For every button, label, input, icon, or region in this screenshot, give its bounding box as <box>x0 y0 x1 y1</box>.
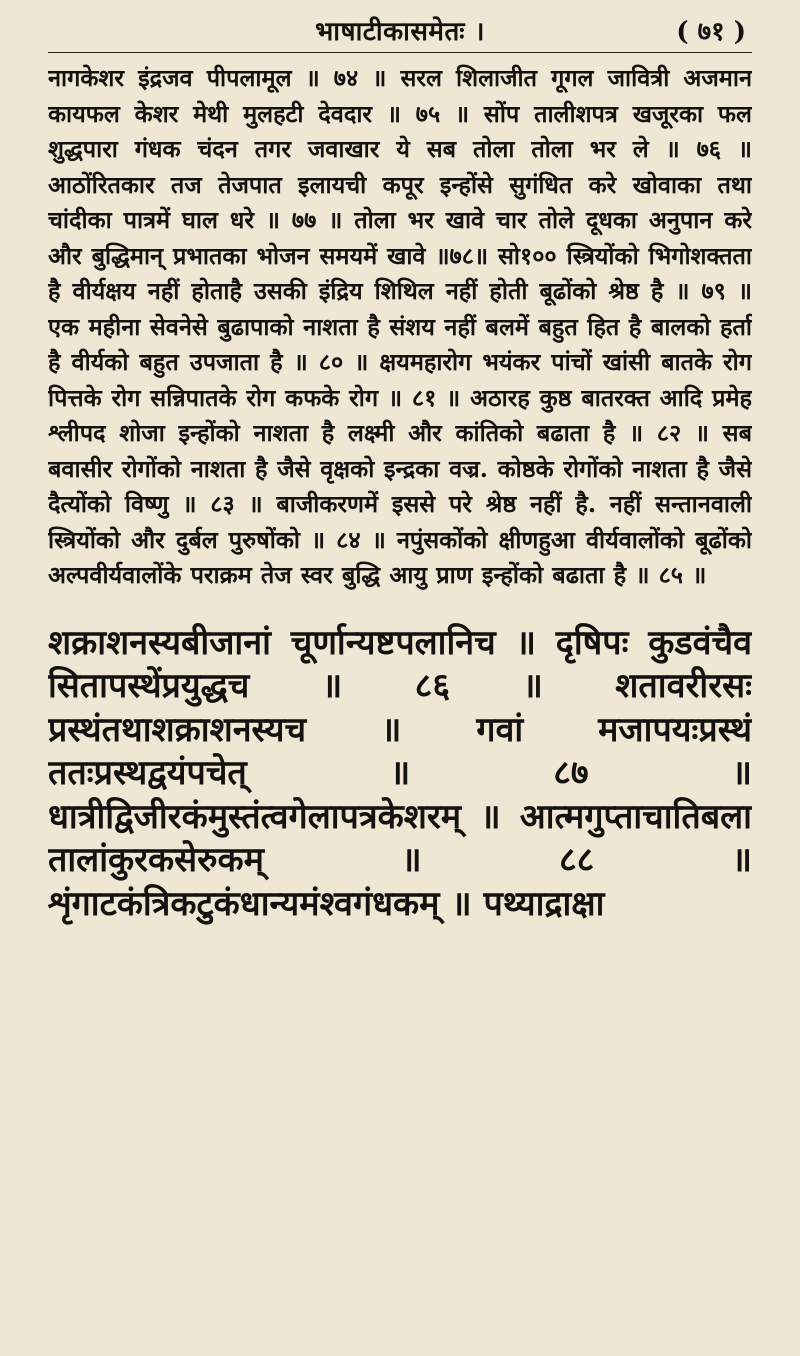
sanskrit-verses: शक्राशनस्यबीजानां चूर्णान्यष्टपलानिच ॥ दृषिपः कुडवंचैव सितापस्थेंप्रयुद्धच ॥ ८६ ॥ शतावरीरसः प्रस्थंतथाशक्राशनस्यच ॥ गवां मजापयःप्रस्थं ततःप्रस्थद्वयंपचेत् ॥ ८७ ॥ धात्रीद्विजीरकंमुस्तंत्वगेलापत्रकेशरम् ॥ आत्मगुप्ताचातिबला तालांकुरकसेरुकम् ॥ ८८ ॥ शृंगाटकंत्रिकटुकंधान्यमंश्वगंधकम् ॥ पथ्याद्राक्षा <box>48 622 752 924</box>
running-title: भाषाटीकासमेतः । <box>315 17 485 47</box>
page-number: ( ७१ ) <box>676 17 746 47</box>
page-header <box>48 10 752 53</box>
commentary-paragraph: नागकेशर इंद्रजव पीपलामूल ॥ ७४ ॥ सरल शिलाजीत गूगल जावित्री अजमान कायफल केशर मेथी मुलहटी देवदार ॥ ७५ ॥ सोंप तालीशपत्र खजूरका फल शुद्धपारा गंधक चंदन तगर जवाखार ये सब तोला तोला भर ले ॥ ७६ ॥ आठोंरितकार तज तेजपात इलायची कपूर इन्होंसे सुगंधित करे खोवाका तथा चांदीका पात्रमें घाल धरे ॥ ७७ ॥ तोला भर खावे चार तोले दूधका अनुपान करे और बुद्धिमान् प्रभातका भोजन समयमें खावे ॥७८॥ सो१०० स्त्रियोंको भिगोशक्तता है वीर्यक्षय नहीं होताहै उसकी इंद्रिय शिथिल नहीं होती बूढोंको श्रेष्ठ है ॥ ७९ ॥ एक महीना सेवनेसे बुढापाको नाशता है संशय नहीं बलमें बहुत हित है बालको हर्ता है वीर्यको बहुत उपजाता है ॥ ८० ॥ क्षयमहारोग भयंकर पांचों खांसी बातके रोग पित्तके रोग सन्निपातके रोग कफके रोग ॥ ८१ ॥ अठारह कुष्ठ बातरक्त आदि प्रमेह श्लीपद शोजा इन्होंको नाशता है लक्ष्मी और कांतिको बढाता है ॥ ८२ ॥ सब बवासीर रोगोंको नाशता है जैसे वृक्षको इन्द्रका वज्र. कोष्ठके रोगोंको नाशता है जैसे दैत्योंको विष्णु ॥ ८३ ॥ बाजीकरणमें इससे परे श्रेष्ठ नहीं है. नहीं सन्तानवाली स्त्रियोंको और दुर्बल पुरुषोंको ॥ ८४ ॥ नपुंसकोंको क्षीणहुआ वीर्यवालोंको बूढोंको अल्पवीर्यवालोंके पराक्रम तेज स्वर बुद्धि आयु प्राण इन्होंको बढाता है ॥ ८५ ॥ <box>48 64 752 589</box>
